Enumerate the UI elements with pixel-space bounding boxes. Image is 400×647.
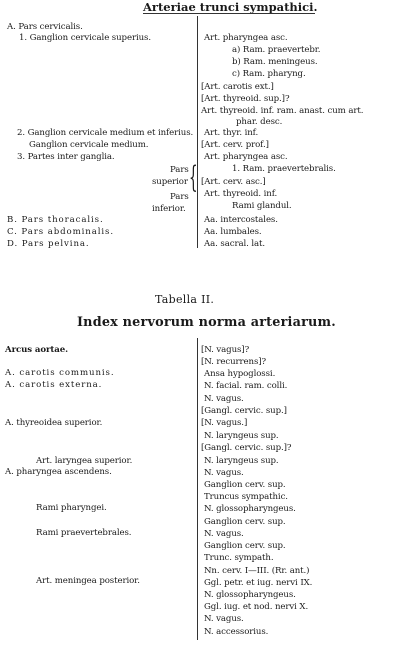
right-entry: Ansa hypoglossi. bbox=[204, 369, 276, 379]
right-entry: Art. pharyngea asc. bbox=[204, 33, 288, 43]
right-entry: [Gangl. cervic. sup.] bbox=[201, 406, 287, 416]
section-title-2: Index nervorum norma arteriarum. bbox=[77, 315, 336, 330]
right-entry: Truncus sympathic. bbox=[204, 492, 288, 502]
left-entry: B. Pars thoracalis. bbox=[7, 215, 104, 225]
right-entry: N. vagus. bbox=[204, 394, 244, 404]
left-entry: Ganglion cervicale medium. bbox=[29, 140, 149, 150]
right-entry: Nn. cerv. I—III. (Rr. ant.) bbox=[204, 566, 310, 576]
left-entry: Rami pharyngei. bbox=[36, 503, 107, 513]
right-entry: [Art. cerv. prof.] bbox=[201, 140, 269, 150]
title-underline bbox=[143, 13, 315, 14]
right-entry: N. glossopharyngeus. bbox=[204, 504, 296, 514]
left-entry: C. Pars abdominalis. bbox=[7, 227, 114, 237]
right-entry: a) Ram. praevertebr. bbox=[232, 45, 321, 55]
right-entry: b) Ram. meningeus. bbox=[232, 57, 318, 67]
right-entry: [N. vagus.] bbox=[201, 418, 248, 428]
column-divider-1 bbox=[197, 16, 198, 248]
right-entry: Ganglion cerv. sup. bbox=[204, 480, 286, 490]
right-entry: Ggl. iug. et nod. nervi X. bbox=[204, 602, 309, 612]
right-entry: N. vagus. bbox=[204, 529, 244, 539]
right-entry: Ggl. petr. et iug. nervi IX. bbox=[204, 578, 313, 588]
right-entry: N. facial. ram. colli. bbox=[204, 381, 288, 391]
right-entry: 1. Ram. praevertebralis. bbox=[232, 164, 336, 174]
left-entry: Art. laryngea superior. bbox=[36, 456, 133, 466]
right-entry: Art. thyreoid. inf. bbox=[204, 189, 278, 199]
left-entry: 2. Ganglion cervicale medium et inferius. bbox=[17, 128, 194, 138]
right-entry: N. accessorius. bbox=[204, 627, 269, 637]
left-entry: Art. meningea posterior. bbox=[36, 576, 140, 586]
left-entry: A. Pars cervicalis. bbox=[7, 22, 83, 32]
column-divider-2 bbox=[197, 338, 198, 640]
right-entry: [N. vagus]? bbox=[201, 345, 250, 355]
right-entry: [Art. cerv. asc.] bbox=[201, 177, 266, 187]
right-entry: Art. thyreoid. inf. ram. anast. cum art. bbox=[201, 106, 364, 116]
left-entry: A. pharyngea ascendens. bbox=[5, 467, 112, 477]
right-entry: N. laryngeus sup. bbox=[204, 431, 279, 441]
left-entry: Rami praevertebrales. bbox=[36, 528, 132, 538]
bracket-label: superior bbox=[152, 177, 188, 187]
right-entry: N. glossopharyngeus. bbox=[204, 590, 296, 600]
section-title-1: Arteriae trunci sympathici. bbox=[143, 0, 318, 14]
right-entry: Trunc. sympath. bbox=[204, 553, 274, 563]
left-entry: A. carotis communis. bbox=[5, 368, 115, 378]
right-entry: Art. thyr. inf. bbox=[204, 128, 259, 138]
right-entry: N. vagus. bbox=[204, 614, 244, 624]
bracket-label: Pars bbox=[170, 165, 189, 175]
right-entry: [Art. thyreoid. sup.]? bbox=[201, 94, 290, 104]
right-entry: [Gangl. cervic. sup.]? bbox=[201, 443, 292, 453]
right-entry: Art. pharyngea asc. bbox=[204, 152, 288, 162]
table-number: Tabella II. bbox=[155, 293, 215, 306]
right-entry: N. vagus. bbox=[204, 468, 244, 478]
bracket-label: Pars bbox=[170, 192, 189, 202]
left-entry: A. carotis externa. bbox=[5, 380, 103, 390]
bracket-label: inferior. bbox=[152, 204, 186, 214]
left-entry: 3. Partes inter ganglia. bbox=[17, 152, 115, 162]
left-entry: D. Pars pelvina. bbox=[7, 239, 90, 249]
right-entry: c) Ram. pharyng. bbox=[232, 69, 306, 79]
right-entry: Aa. lumbales. bbox=[204, 227, 262, 237]
right-entry: Ganglion cerv. sup. bbox=[204, 541, 286, 551]
right-entry: [N. recurrens]? bbox=[201, 357, 267, 367]
right-entry: Ganglion cerv. sup. bbox=[204, 517, 286, 527]
brace-symbol: { bbox=[189, 160, 198, 195]
right-entry: Rami glandul. bbox=[232, 201, 292, 211]
left-entry: 1. Ganglion cervicale superius. bbox=[19, 33, 151, 43]
right-entry: N. laryngeus sup. bbox=[204, 456, 279, 466]
right-entry: phar. desc. bbox=[236, 117, 283, 127]
right-entry: Aa. sacral. lat. bbox=[204, 239, 266, 249]
right-entry: Aa. intercostales. bbox=[204, 215, 278, 225]
right-entry: [Art. carotis ext.] bbox=[201, 82, 274, 92]
left-entry: Arcus aortae. bbox=[5, 345, 69, 355]
left-entry: A. thyreoidea superior. bbox=[5, 418, 103, 428]
